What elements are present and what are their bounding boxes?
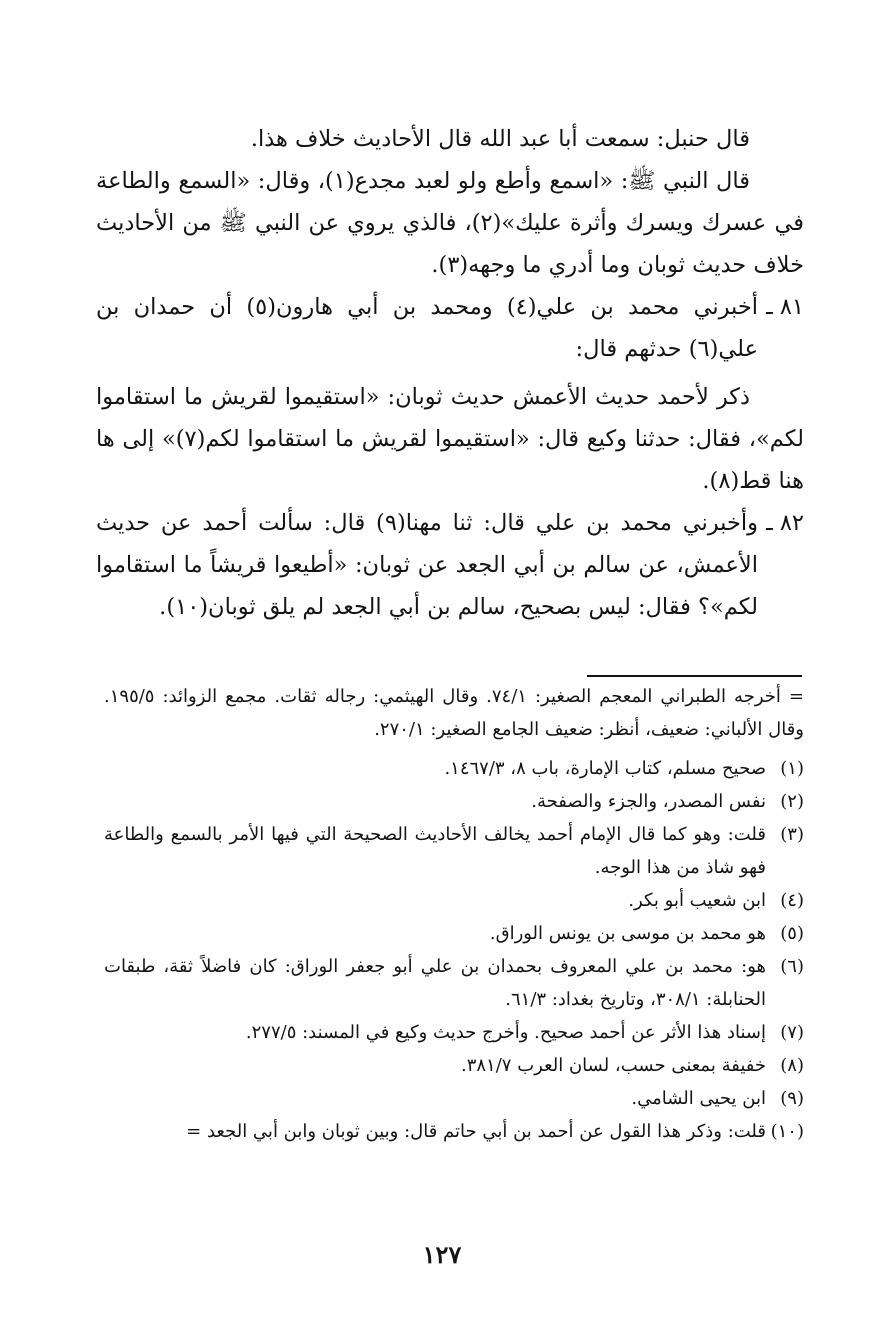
paragraph-prophet-hadith: قال النبي ﷺ: «اسمع وأطع ولو لعبد مجدع(١)، وقال: «السمع والطاعة في عسرك ويسرك وأثرة عليك»(٢)، فالذي يروي عن النبي ﷺ من الأحاديث خلاف حديث ثوبان وما أدري ما وجهه(٣).: [96, 168, 804, 278]
footnote-2: (٢)نفس المصدر، والجزء والصفحة.: [531, 791, 804, 812]
paragraph-number-82: ٨٢ ـ: [766, 510, 804, 536]
footnote-8: (٨)خفيفة بمعنى حسب، لسان العرب ٣٨١/٧.: [460, 1055, 804, 1076]
footnote-separator: [587, 675, 802, 677]
paragraph-hanbal: قال حنبل: سمعت أبا عبد الله قال الأحاديث خلاف هذا.: [250, 126, 750, 152]
paragraph-82-text: وأخبرني محمد بن علي قال: ثنا مهنا(٩) قال: سألت أحمد عن حديث الأعمش، عن سالم بن أبي الجعد عن ثوبان: «أطيعوا قريشاً ما استقاموا لكم»؟ فقال: ليس بصحيح، سالم بن أبي الجعد لم يلق ثوبان(١٠).: [96, 510, 758, 620]
paragraph-81-text: أخبرني محمد بن علي(٤) ومحمد بن أبي هارون(٥) أن حمدان بن علي(٦) حدثهم قال:: [96, 294, 759, 362]
footnote-continuation: = أخرجه الطبراني المعجم الصغير: ٧٤/١. وقال الهيثمي: رجاله ثقات. مجمع الزوائد: ١٩٥/٥. وقال الألباني: ضعيف، أنظر: ضعيف الجامع الصغير: ٢٧٠/١.: [104, 686, 804, 740]
footnote-4: (٤)ابن شعيب أبو بكر.: [628, 890, 804, 911]
main-text: [96, 118, 804, 628]
page-number: ١٢٧: [422, 1240, 462, 1269]
paragraph-81-narration: ذكر لأحمد حديث الأعمش حديث ثوبان: «استقيموا لقريش ما استقاموا لكم»، فقال: حدثنا وكيع قال: «استقيموا لقريش ما استقاموا لكم(٧)» إلى ها هنا قط(٨).: [96, 384, 804, 494]
paragraph-81: [96, 286, 804, 370]
footnote-9: (٩)ابن يحيى الشامي.: [631, 1088, 804, 1109]
footnote-1: (١)صحيح مسلم، كتاب الإمارة، باب ٨، ١٤٦٧/٣.: [444, 758, 804, 779]
footnotes: [104, 680, 804, 1148]
footnote-5: (٥)هو محمد بن موسى بن يونس الوراق.: [489, 923, 804, 944]
paragraph-number-81: ٨١ ـ: [766, 294, 805, 320]
footnote-7: (٧)إسناد هذا الأثر عن أحمد صحيح. وأخرج حديث وكيع في المسند: ٢٧٧/٥.: [245, 1022, 804, 1043]
footnote-3: (٣)قلت: وهو كما قال الإمام أحمد يخالف الأحاديث الصحيحة التي فيها الأمر بالسمع والطاعة فهو شاذ من هذا الوجه.: [104, 824, 804, 878]
footnote-6: (٦)هو: محمد بن علي المعروف بحمدان بن علي أبو جعفر الوراق: كان فاضلاً ثقة، طبقات الحنابلة: ٣٠٨/١، وتاريخ بغداد: ٦١/٣.: [104, 956, 804, 1010]
footnote-10: (١٠)قلت: وذكر هذا القول عن أحمد بن أبي حاتم قال: وبين ثوبان وابن أبي الجعد =: [186, 1121, 804, 1142]
paragraph-82: [96, 502, 804, 628]
